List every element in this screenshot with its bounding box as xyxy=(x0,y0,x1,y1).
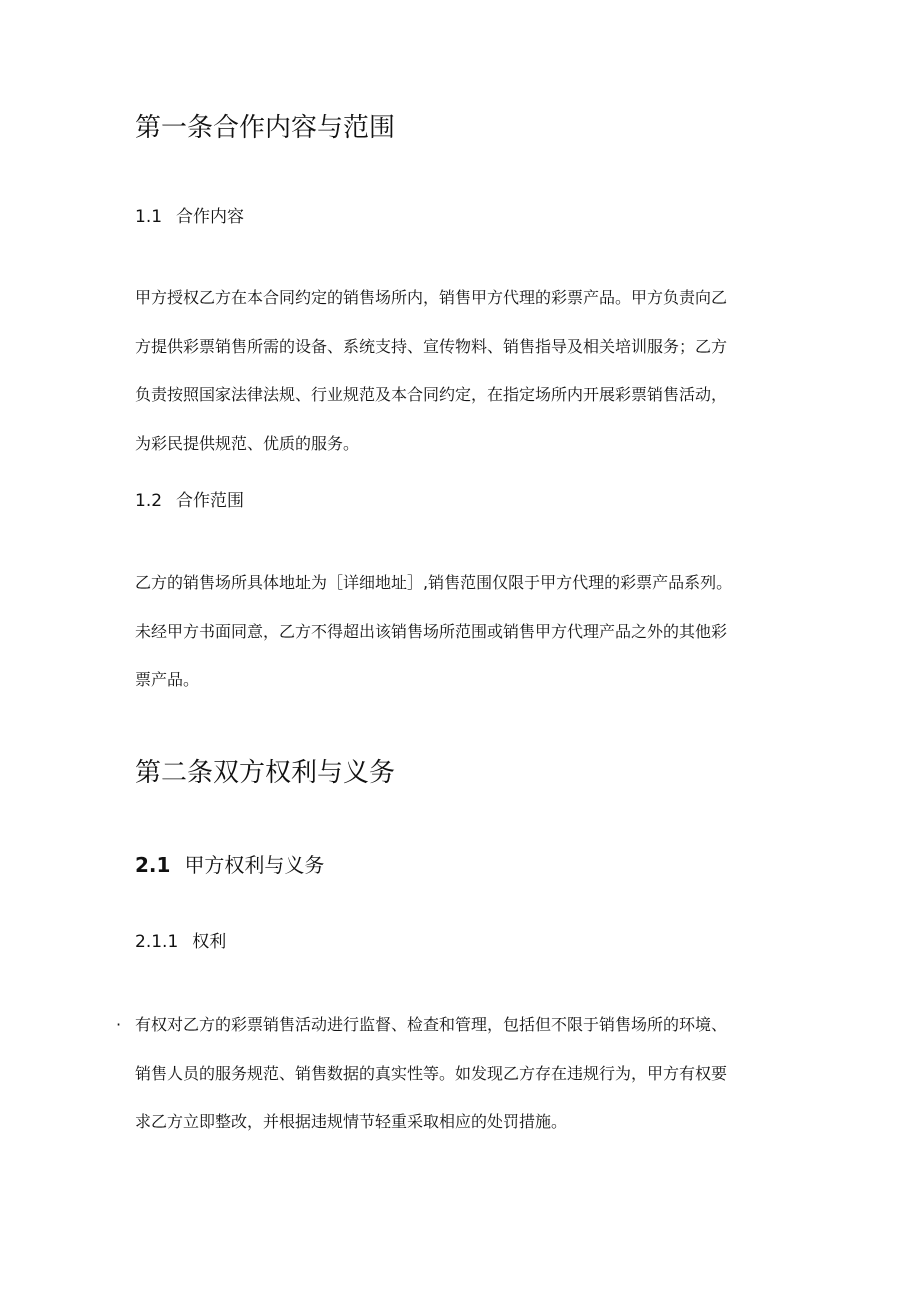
section-1-1-number: 1.1 xyxy=(135,207,163,227)
paragraph-line: 方提供彩票销售所需的设备、系统支持、宣传物料、销售指导及相关培训服务；乙方 xyxy=(135,336,728,356)
section-1-2-heading xyxy=(135,490,244,512)
paragraph-line: 销售人员的服务规范、销售数据的真实性等。如发现乙方存在违规行为，甲方有权要 xyxy=(135,1063,728,1083)
paragraph-line: 为彩民提供规范、优质的服务。 xyxy=(135,433,360,453)
paragraph-line: 乙方的销售场所具体地址为［详细地址］,销售范围仅限于甲方代理的彩票产品系列。 xyxy=(135,573,733,592)
paragraph-line: 甲方授权乙方在本合同约定的销售场所内，销售甲方代理的彩票产品。甲方负责向乙 xyxy=(135,288,728,307)
article-1-heading: 第一条合作内容与范围 xyxy=(135,113,396,143)
section-2-1-heading xyxy=(135,852,324,878)
paragraph-line: 求乙方立即整改，并根据违规情节轻重采取相应的处罚措施。 xyxy=(135,1112,568,1131)
section-2-1-1-heading xyxy=(135,931,226,953)
section-1-1-heading xyxy=(135,206,244,228)
paragraph-line: 票产品。 xyxy=(135,670,200,689)
bullet-paragraph xyxy=(135,1001,775,1147)
bullet-marker: · xyxy=(116,1015,122,1034)
section-1-2-paragraph xyxy=(135,559,775,705)
section-2-1-1-title: 权利 xyxy=(192,932,227,952)
section-1-2-title: 合作范围 xyxy=(176,491,245,511)
section-2-1-title: 甲方权利与义务 xyxy=(184,853,325,877)
section-2-1-1-number: 2.1.1 xyxy=(135,932,179,952)
section-1-2-number: 1.2 xyxy=(135,491,163,511)
paragraph-line: 有权对乙方的彩票销售活动进行监督、检查和管理，包括但不限于销售场所的环境、 xyxy=(135,1015,728,1034)
section-1-1-title: 合作内容 xyxy=(176,207,245,227)
article-2-heading: 第二条双方权利与义务 xyxy=(135,758,396,788)
paragraph-line: 负责按照国家法律法规、行业规范及本合同约定，在指定场所内开展彩票销售活动， xyxy=(135,385,728,404)
section-2-1-number: 2.1 xyxy=(135,853,171,877)
paragraph-line: 未经甲方书面同意，乙方不得超出该销售场所范围或销售甲方代理产品之外的其他彩 xyxy=(135,621,728,641)
section-1-1-paragraph xyxy=(135,274,775,468)
